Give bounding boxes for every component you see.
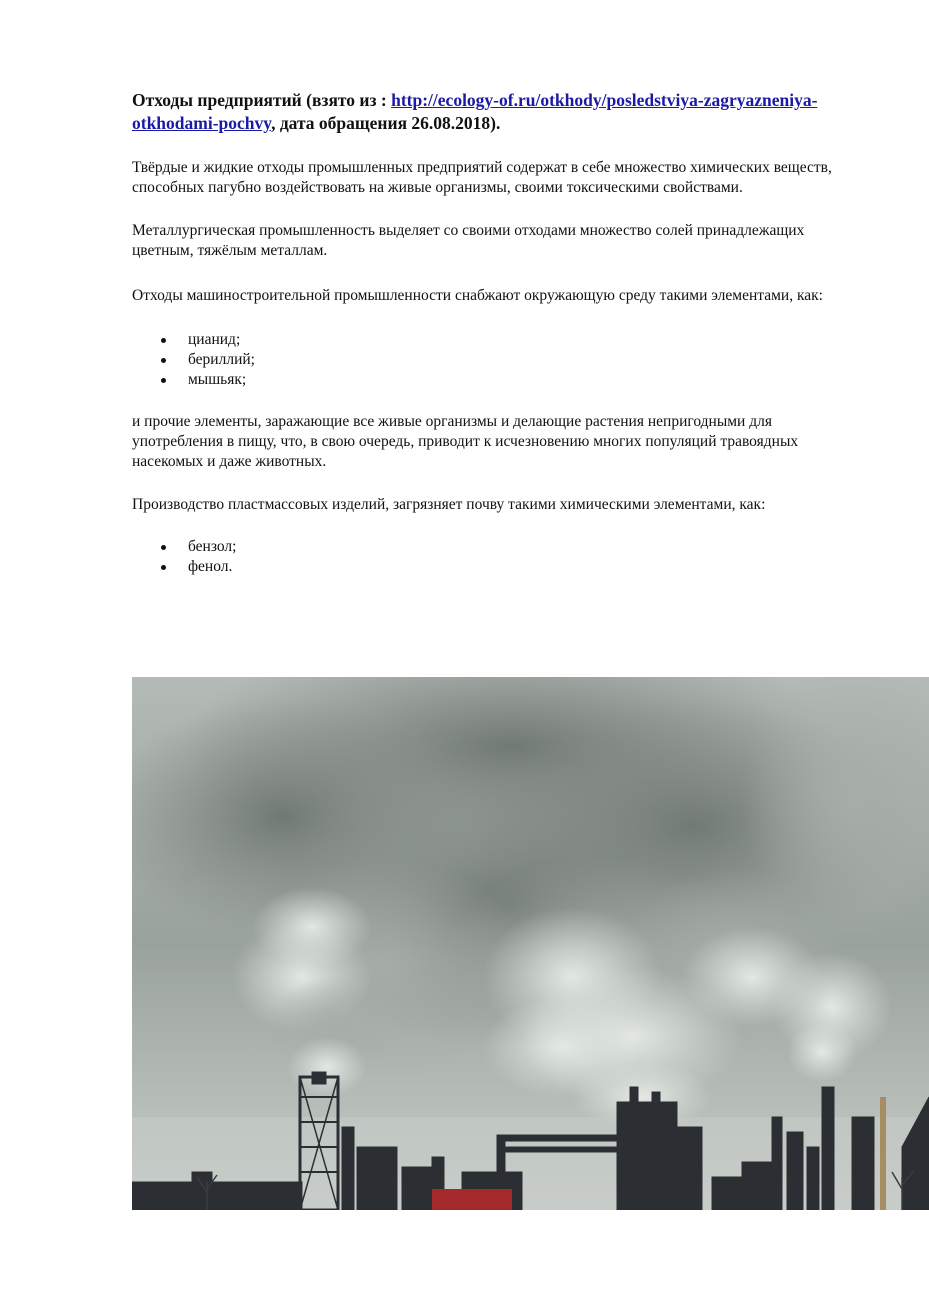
- list-item: фенол.: [132, 557, 892, 577]
- bullet-icon: [161, 358, 166, 363]
- factory-smokestacks-pollution-photo: [132, 677, 929, 1210]
- heading-prefix: Отходы предприятий (взято из :: [132, 90, 392, 110]
- paragraph-plastics: Производство пластмассовых изделий, загрязняет почву такими химическими элементами, как:: [132, 496, 766, 513]
- list-plastics-elements: [132, 537, 892, 577]
- document-body: [132, 89, 892, 577]
- paragraph-toxic-waste: Твёрдые и жидкие отходы промышленных предприятий содержат в себе множество химических веществ, способных пагубно воздействовать на живые организмы, своими токсическими свойствами.: [132, 159, 832, 196]
- bullet-icon: [161, 338, 166, 343]
- list-machinery-elements: [132, 330, 892, 390]
- paragraph-metallurgy: Металлургическая промышленность выделяет со своими отходами множество солей принадлежащих цветным, тяжёлым металлам.: [132, 222, 805, 259]
- list-item: бериллий;: [132, 350, 892, 370]
- bullet-icon: [161, 378, 166, 383]
- paragraph-consequences: и прочие элементы, заражающие все живые организмы и делающие растения непригодными для употребления в пищу, что, в свою очередь, приводит к исчезновению многих популяций травоядных насекомых и даже животных.: [132, 413, 799, 470]
- bullet-icon: [161, 545, 166, 550]
- source-link[interactable]: http://ecology-of.ru/otkhody/posledstviya-zagryazneniya-otkhodami-pochvy: [132, 90, 818, 133]
- heading-suffix: , дата обращения 26.08.2018).: [271, 113, 501, 133]
- bullet-icon: [161, 565, 166, 570]
- list-item: мышьяк;: [132, 370, 892, 390]
- paragraph-machinery: Отходы машиностроительной промышленности снабжают окружающую среду такими элементами, как:: [132, 287, 823, 304]
- heading: [132, 89, 852, 135]
- list-item: цианид;: [132, 330, 892, 350]
- list-item: бензол;: [132, 537, 892, 557]
